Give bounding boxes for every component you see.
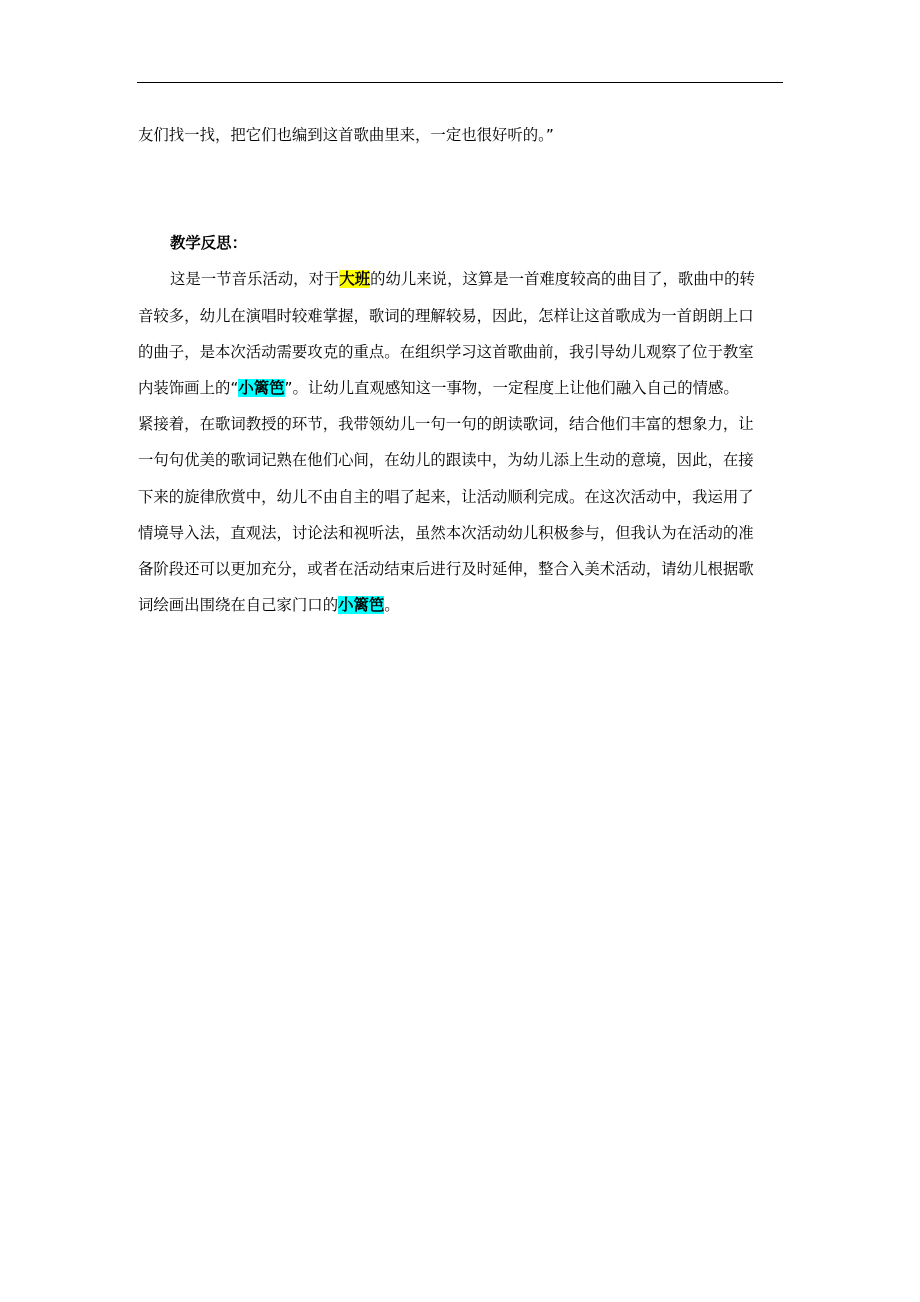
highlight-da-ban: 大班 (339, 270, 371, 289)
reflection-line-7: 下来的旋律欣赏中，幼儿不由自主的唱了起来，让活动顺利完成。在这次活动中，我运用了 (138, 487, 754, 506)
document-body (138, 117, 784, 623)
reflection-text: 这是一节音乐活动，对于 (170, 270, 340, 289)
reflection-text: ”。让幼儿直观感知这一事物，一定程度上让他们融入自己的情感。 (284, 378, 739, 397)
reflection-line-1 (138, 261, 784, 297)
reflection-text: 词绘画出围绕在自己家门口的 (138, 596, 339, 615)
reflection-heading: 教学反思： (170, 234, 247, 253)
reflection-line-9: 备阶段还可以更加充分，或者在活动结束后进行及时延伸，整合入美术活动，请幼儿根据歌 (138, 559, 754, 578)
continuation-paragraph: 友们找一找，把它们也编到这首歌曲里来，一定也很好听的。” (138, 126, 554, 144)
reflection-text: 内装饰画上的“ (138, 378, 239, 397)
reflection-line-10 (138, 587, 784, 623)
header-rule (137, 82, 783, 83)
reflection-line-8: 情境导入法，直观法，讨论法和视听法，虽然本次活动幼儿积极参与，但我认为在活动的准 (138, 523, 754, 542)
reflection-text: 的幼儿来说，这算是一首难度较高的曲目了，歌曲中的转 (370, 270, 755, 289)
paragraph-spacer (138, 153, 784, 225)
reflection-text: 。 (384, 596, 400, 615)
highlight-xiao-li-ba: 小篱笆 (338, 596, 385, 615)
reflection-line-3: 的曲子，是本次活动需要攻克的重点。在组织学习这首歌曲前，我引导幼儿观察了位于教室 (138, 342, 754, 361)
reflection-line-5: 紧接着，在歌词教授的环节，我带领幼儿一句一句的朗读歌词，结合他们丰富的想象力，让 (138, 415, 754, 434)
reflection-line-6: 一句句优美的歌词记熟在他们心间，在幼儿的跟读中，为幼儿添上生动的意境，因此，在接 (138, 451, 754, 470)
highlight-xiao-li-ba: 小篱笆 (238, 378, 285, 397)
reflection-line-2: 音较多，幼儿在演唱时较难掌握，歌词的理解较易，因此，怎样让这首歌成为一首朗朗上口 (138, 306, 754, 325)
reflection-line-4 (138, 370, 784, 406)
